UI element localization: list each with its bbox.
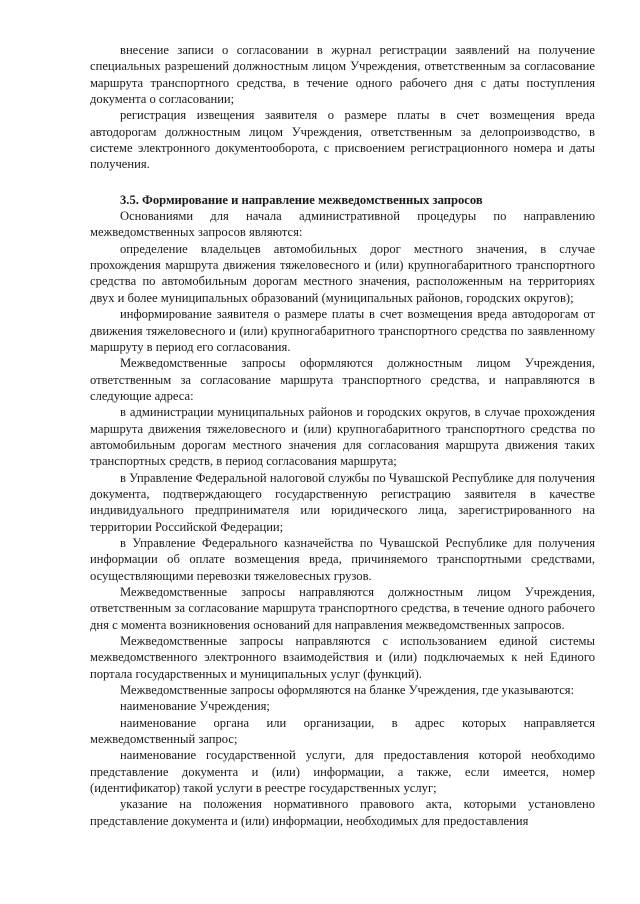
paragraph: наименование государственной услуги, для предоставления которой необходимо представление документа и (или) информации, а также, если имеется, номер (идентификатор) такой услуги в реестре государственных услуг;: [90, 748, 595, 796]
paragraph: в администрации муниципальных районов и городских округов, в случае прохождения маршрута движения тяжеловесного и (или) крупногабаритного транспортного средства по автомобильным дорогам местного значения для согласования маршрута движения таких транспортных средств, в период согласования маршрута;: [90, 405, 595, 469]
paragraph: указание на положения нормативного правового акта, которыми установлено представление документа и (или) информации, необходимых для предоставления: [90, 797, 595, 828]
document-page: [90, 42, 595, 829]
section-heading: 3.5. Формирование и направление межведомственных запросов: [120, 192, 483, 207]
paragraph: в Управление Федеральной налоговой службы по Чувашской Республике для получения документа, подтверждающего государственную регистрацию заявителя в качестве индивидуального предпринимателя или юридического лица, зарегистрированного на территории Российской Федерации;: [90, 470, 595, 534]
paragraph: Межведомственные запросы направляются должностным лицом Учреждения, ответственным за согласование маршрута транспортного средства, в течение одного рабочего дня с момента возникновения оснований для направления межведомственных запросов.: [90, 585, 595, 632]
paragraph: информирование заявителя о размере платы в счет возмещения вреда автодорогам от движения тяжеловесного и (или) крупногабаритного транспортного средства по заявленному маршруту в период его согласования.: [90, 307, 595, 354]
paragraph: Межведомственные запросы направляются с использованием единой системы межведомственного электронного взаимодействия и (или) подключаемых к ней Единого портала государственных и муниципальных услуг (функций).: [90, 634, 595, 681]
paragraph: Межведомственные запросы оформляются на бланке Учреждения, где указываются:: [120, 683, 575, 698]
paragraph: наименование органа или организации, в адрес которых направляется межведомственный запрос;: [90, 715, 595, 747]
paragraph: регистрация извещения заявителя о размере платы в счет возмещения вреда автодорогам должностным лицом Учреждения, ответственным за делопроизводство, в системе электронного документооборота, с присвоением регистрационного номера и даты получения.: [90, 108, 595, 172]
paragraph: внесение записи о согласовании в журнал регистрации заявлений на получение специальных разрешений должностным лицом Учреждения, ответственным за согласование маршрута транспортного средства, в течение одного рабочего дня с даты поступления документа о согласовании;: [90, 43, 595, 107]
paragraph: Основаниями для начала административной процедуры по направлению межведомственных запросов являются:: [90, 209, 595, 240]
paragraph: Межведомственные запросы оформляются должностным лицом Учреждения, ответственным за согласование маршрута транспортного средства, и направляются в следующие адреса:: [90, 356, 595, 403]
paragraph: в Управление Федерального казначейства по Чувашской Республике для получения информации об оплате возмещения вреда, причиняемого транспортными средствами, осуществляющими перевозки тяжеловесных грузов.: [90, 535, 595, 583]
paragraph: наименование Учреждения;: [120, 699, 270, 714]
paragraph: определение владельцев автомобильных дорог местного значения, в случае прохождения маршрута движения тяжеловесного и (или) крупногабаритного транспортного средства по автомобильным дорогам местного значения, расположенным на территориях двух и более муниципальных образований (муниципальных районов, городских округов);: [90, 241, 595, 305]
